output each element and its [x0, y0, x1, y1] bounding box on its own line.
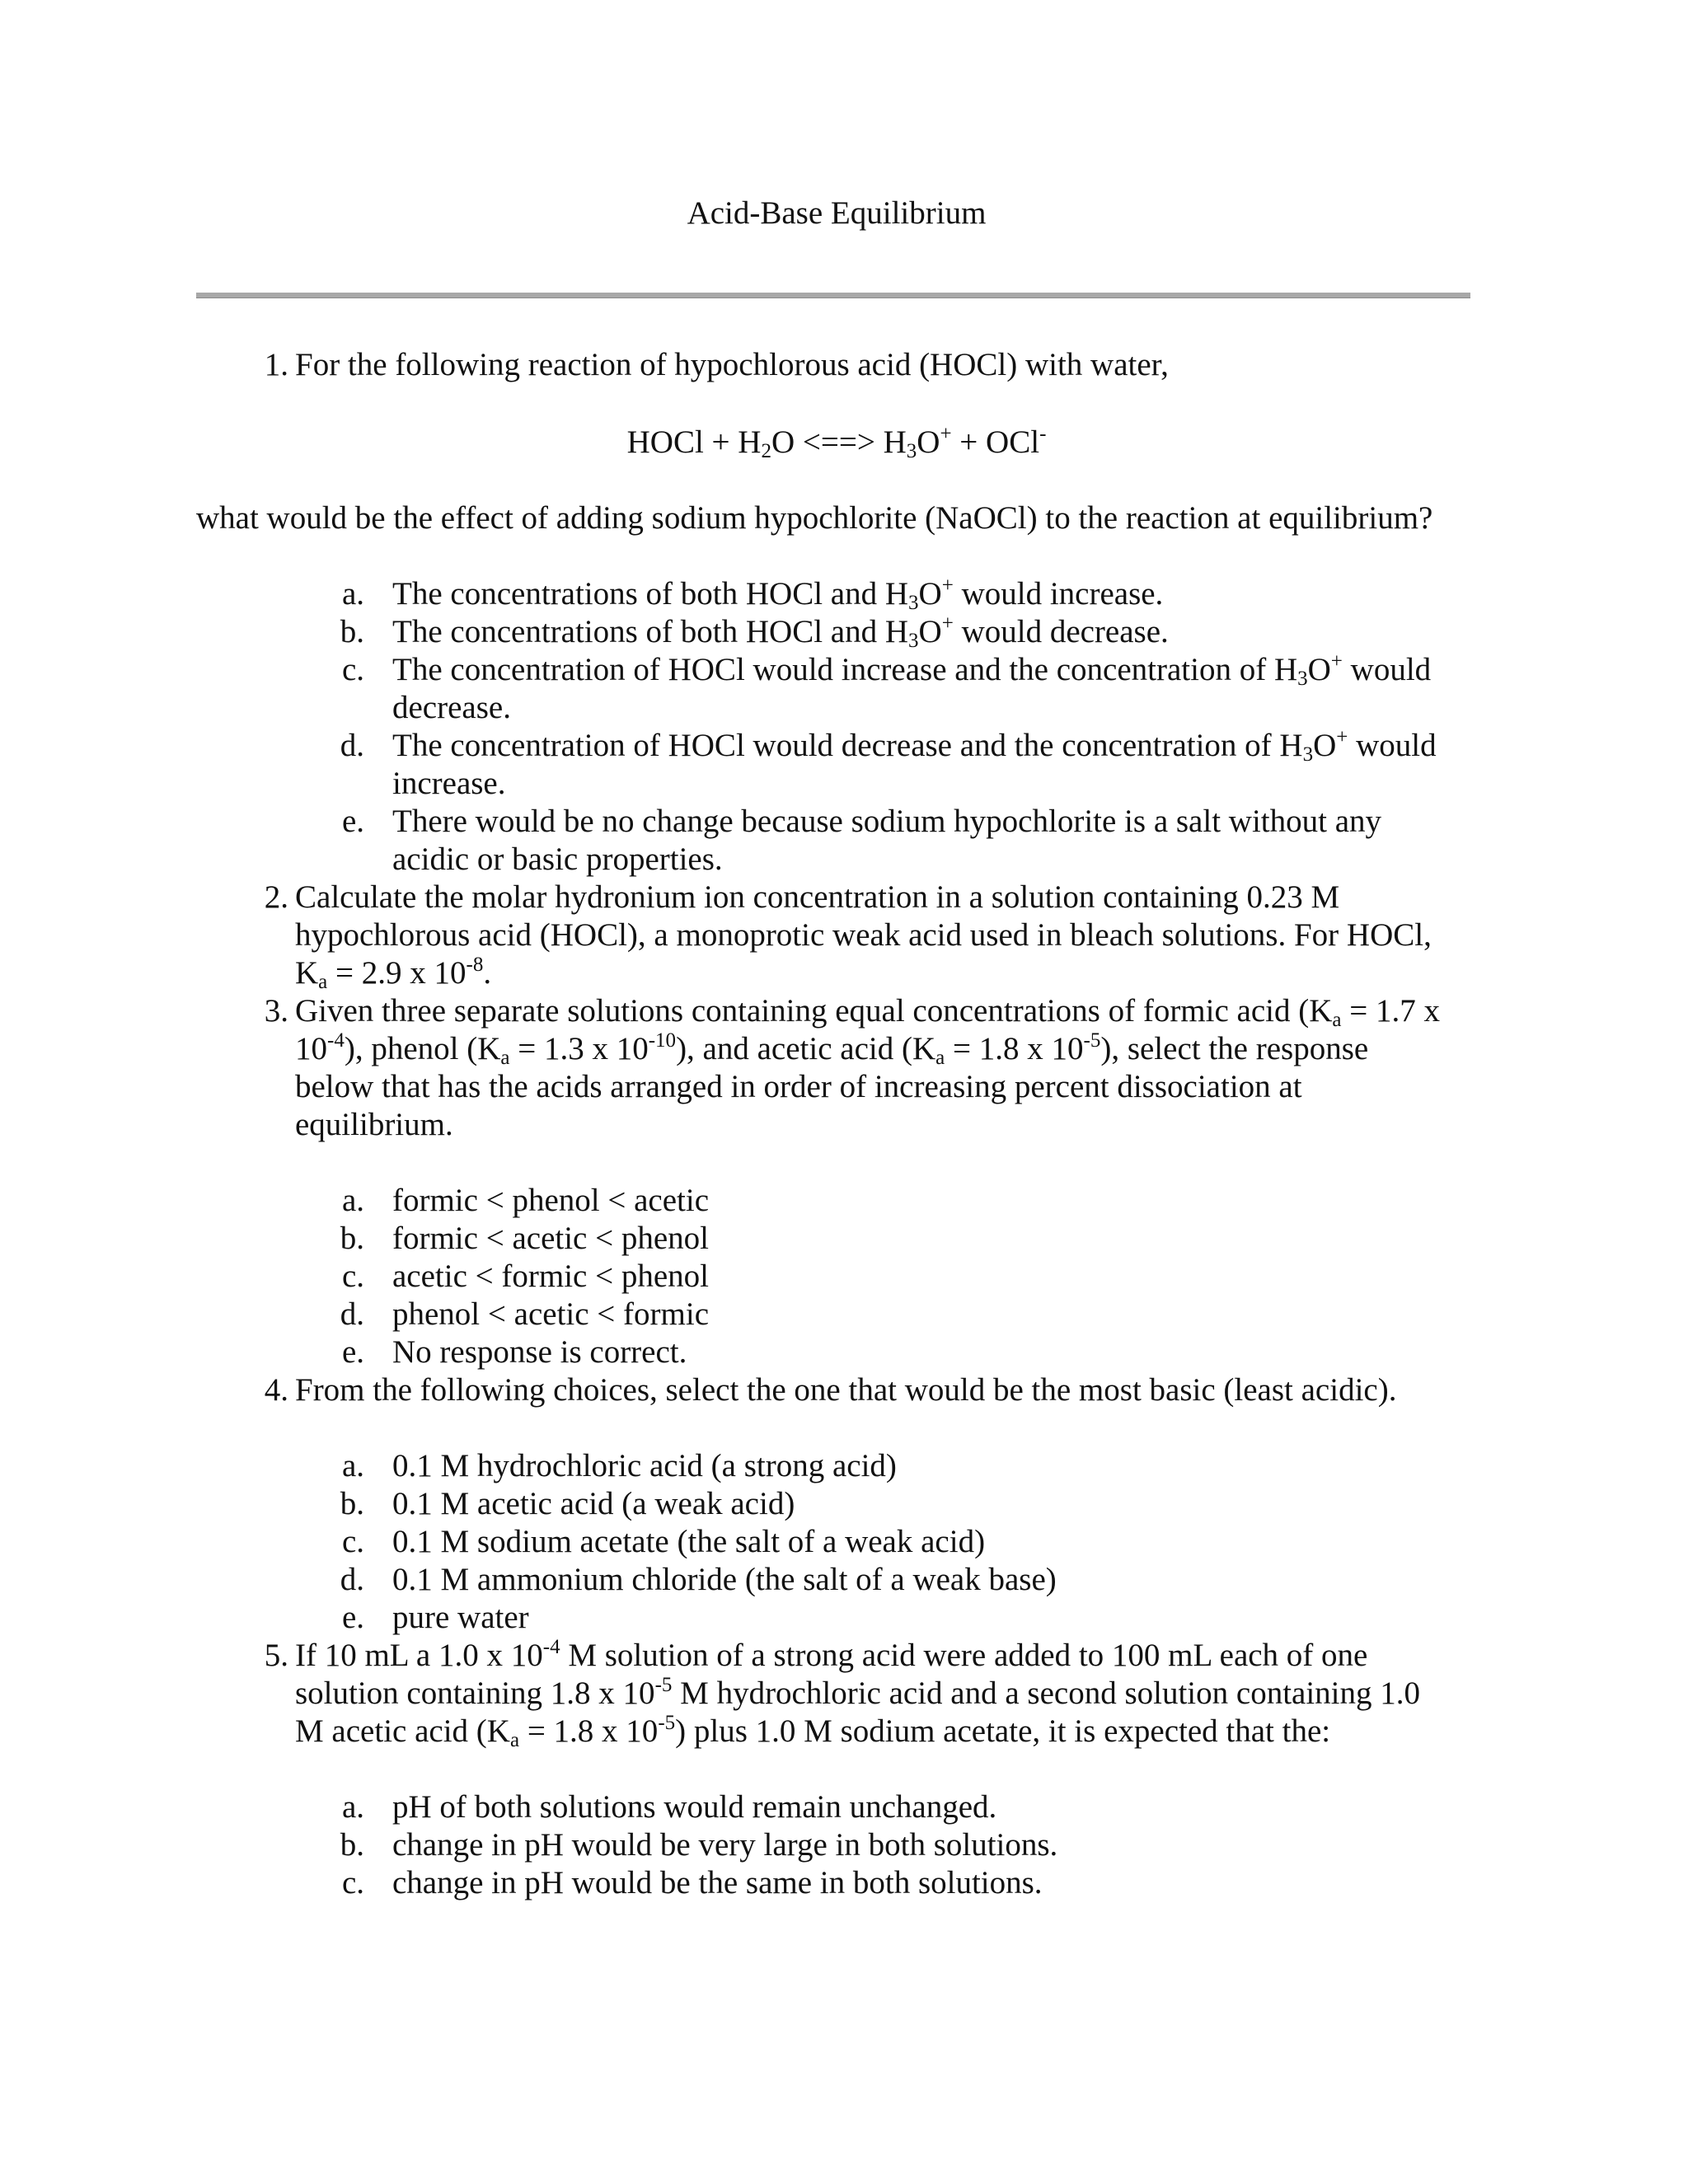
q4-option-b-label: b. [340, 1486, 364, 1521]
q1-option-d: The concentration of HOCl would decrease and the concentration of $H_3O^+$ would [392, 726, 1437, 766]
q3-option-a: formic < phenol < acetic [392, 1183, 710, 1218]
q1-option-e-cont: acidic or basic properties. [392, 841, 723, 877]
q4-option-a-label: a. [341, 1448, 364, 1483]
q4-option-d-label: d. [340, 1562, 364, 1597]
q1-number: 1. [264, 347, 288, 382]
q1-stem: For the following reaction of hypochlorous acid (HOCl) with water, [295, 347, 1169, 382]
q1-option-c: The concentration of HOCl would increase and the concentration of $H_3O^+$ would [392, 650, 1432, 690]
q3-option-e-label: e. [341, 1334, 364, 1370]
q3-number: 3. [264, 993, 288, 1029]
q4-option-e-label: e. [341, 1600, 364, 1635]
q2-line-1: Calculate the molar hydronium ion concentration in a solution containing 0.23 M [295, 879, 1340, 915]
q3-option-d: phenol < acetic < formic [392, 1296, 710, 1332]
q5-option-c: change in pH would be the same in both solutions. [392, 1865, 1043, 1900]
q3-line-1: Given three separate solutions containing equal concentrations of formic acid ($K_a = 1.7$ x [295, 993, 1441, 1031]
q5-option-b: change in pH would be very large in both solutions. [392, 1827, 1058, 1863]
q3-line-2: $10^{-4}$), phenol ($K_a = 1.3$ x $10^{-10}$), and acetic acid ($K_a = 1.8$ x $10^{-5}$), select the response [295, 1029, 1369, 1069]
q1-option-c-cont: decrease. [392, 690, 511, 725]
q4-line-1: From the following choices, select the one that would be the most basic (least acidic). [295, 1372, 1397, 1408]
q1-option-d-cont: increase. [392, 766, 506, 801]
q1-option-a: The concentrations of both HOCl and $H_3O^+$ would increase. [392, 574, 1164, 614]
q4-option-e: pure water [392, 1600, 529, 1635]
q5-line-2: solution containing 1.8 x $10^{-5}$ M hydrochloric acid and a second solution containing 1.0 [295, 1674, 1421, 1711]
q5-line-1: If 10 mL a 1.0 x $10^{-4}$ M solution of a strong acid were added to 100 mL each of one [295, 1636, 1368, 1673]
q5-option-a: pH of both solutions would remain unchanged. [392, 1789, 997, 1825]
q1-option-c-label: c. [341, 652, 364, 687]
q1-option-d-label: d. [340, 728, 364, 763]
q3-line-3: below that has the acids arranged in order of increasing percent dissociation at [295, 1069, 1302, 1104]
q1-equation: HOCl + $H_2O$ <==> $H_3O^+ + OCl^-$ [626, 423, 1047, 462]
q2-line-3: $K_a = 2.9$ x $10^{-8}$. [295, 954, 492, 993]
q2-line-2: hypochlorous acid (HOCl), a monoprotic weak acid used in bleach solutions. For HOCl, [295, 917, 1432, 953]
q3-option-c: acetic < formic < phenol [392, 1258, 710, 1294]
q5-option-a-label: a. [341, 1789, 364, 1825]
q3-option-d-label: d. [340, 1296, 364, 1332]
q3-option-c-label: c. [341, 1258, 364, 1294]
q2-number: 2. [264, 879, 288, 915]
q4-option-d: 0.1 M ammonium chloride (the salt of a weak base) [392, 1562, 1057, 1597]
q3-option-a-label: a. [341, 1183, 364, 1218]
q1-option-b: The concentrations of both HOCl and $H_3O^+$ would decrease. [392, 612, 1169, 652]
q5-number: 5. [264, 1638, 288, 1673]
q4-option-b: 0.1 M acetic acid (a weak acid) [392, 1486, 795, 1521]
q4-option-c: 0.1 M sodium acetate (the salt of a weak acid) [392, 1524, 986, 1559]
q1-option-a-label: a. [341, 576, 364, 612]
q3-line-4: equilibrium. [295, 1107, 453, 1142]
q3-option-b: formic < acetic < phenol [392, 1221, 710, 1256]
q1-question: what would be the effect of adding sodium hypochlorite (NaOCl) to the reaction at equilibrium? [196, 500, 1433, 536]
page-title: Acid-Base Equilibrium [687, 195, 987, 231]
q1-option-e: There would be no change because sodium hypochlorite is a salt without any [392, 804, 1382, 839]
q4-option-c-label: c. [341, 1524, 364, 1559]
q5-option-b-label: b. [340, 1827, 364, 1863]
q5-line-3: M acetic acid ($K_a = 1.8$ x $10^{-5}$) plus 1.0 M sodium acetate, it is expected that the: [295, 1712, 1331, 1751]
title-divider [196, 293, 1470, 298]
q3-option-e: No response is correct. [392, 1334, 687, 1370]
q4-number: 4. [264, 1372, 288, 1408]
q5-option-c-label: c. [341, 1865, 364, 1900]
q3-option-b-label: b. [340, 1221, 364, 1256]
q1-option-b-label: b. [340, 614, 364, 649]
q4-option-a: 0.1 M hydrochloric acid (a strong acid) [392, 1448, 897, 1483]
q1-option-e-label: e. [341, 804, 364, 839]
